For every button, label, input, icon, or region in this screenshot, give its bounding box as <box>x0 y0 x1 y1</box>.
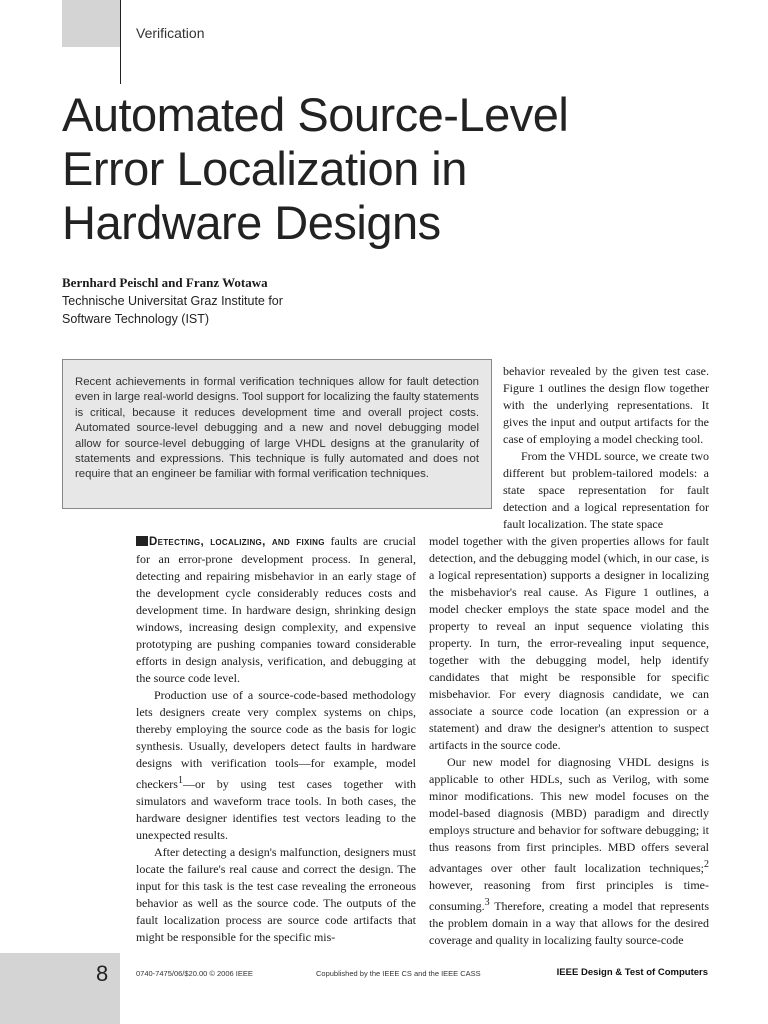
title-line: Hardware Designs <box>62 196 441 249</box>
footer-copublished: Copublished by the IEEE CS and the IEEE CASS <box>316 969 481 978</box>
paragraph-text: —or by using test cases together with simulators and waveform trace tools. In both cases, the hardware designer identifies test vectors leading to the unexpected results. <box>136 777 416 842</box>
affiliation-line: Software Technology (IST) <box>62 312 210 326</box>
column-left <box>136 533 416 946</box>
paragraph-text: Our new model for diagnosing VHDL designs is applicable to other HDLs, such as Verilog, with some minor modifications. This new model focuses on the model-based diagnosis (MBD) paradigm and directly employs structure and behavior for software debugging; it thus reasons from first principles. MBD offers several advantages over other fault localization techniques; <box>429 755 709 875</box>
citation: 3 <box>484 897 490 908</box>
footer-code: 0740-7475/06/$20.00 © 2006 IEEE <box>136 969 253 978</box>
paragraph: After detecting a design's malfunction, designers must locate the failure's real cause and correct the design. The input for this task is the test case revealing the erroneous behavior as well as the source code. The outputs of the fault localization process are source code artifacts that might be responsible for the specific mis- <box>136 845 416 944</box>
affiliation <box>62 292 283 328</box>
paragraph-text: however, reasoning from first principles is time-consuming. <box>429 878 709 913</box>
section-marker-icon <box>136 536 148 546</box>
section-label: Verification <box>136 25 205 41</box>
paragraph: From the VHDL source, we create two different but problem-tailored models: a state space representation for fault detection and a logical representation for fault localization. The state space <box>503 449 709 531</box>
paragraph-text: Therefore, creating a model that represents the problem domain in a way that allows for the desired coverage and quality in localizing faulty source-code <box>429 899 709 947</box>
citation: 2 <box>704 859 709 870</box>
title-line: Error Localization in <box>62 142 467 195</box>
column-right <box>429 533 709 949</box>
header-corner-block <box>62 0 120 47</box>
paragraph-text: Production use of a source-code-based methodology lets designers create very complex systems on chips, thereby employing the source code as the basis for logic synthesis. Usually, developers detect faults in hardware designs with verification tools—for example, model checkers <box>136 688 416 791</box>
abstract-box <box>62 359 492 509</box>
citation: 1 <box>177 775 183 786</box>
abstract-text: Recent achievements in formal verification techniques allow for fault detection even in large real-world designs. Tool support for localizing the faulty statements is critical, because it reduces development time and overall project costs. Automated source-level debugging and a new and novel debugging model allow for source-level debugging of large VHDL designs at the granularity of statements and expressions. This technique is fully automated and does not require that an engineer be familiar with formal verification techniques. <box>75 376 479 481</box>
column-right-top <box>503 363 709 533</box>
affiliation-line: Technische Universitat Graz Institute for <box>62 294 283 308</box>
header-rule <box>120 0 121 84</box>
page-number: 8 <box>96 961 109 986</box>
authors: Bernhard Peischl and Franz Wotawa <box>62 275 268 290</box>
paragraph <box>136 533 416 687</box>
paragraph: behavior revealed by the given test case. Figure 1 outlines the design flow together with the underlying representations. It gives the input and output artifacts for the case of employing a model checking tool. <box>503 364 709 446</box>
paragraph <box>136 687 416 844</box>
title-line: Automated Source-Level <box>62 88 569 141</box>
paragraph <box>429 754 709 949</box>
footer-journal: IEEE Design & Test of Computers <box>556 967 708 978</box>
paragraph-text: faults are crucial for an error-prone development process. In general, detecting and repairing misbehavior in an early stage of the development cycle considerably reduces costs and development time. In hardware design, shrinking design windows, increasing design complexity, and expensive prototyping are pushing companies toward considerable efforts in design analysis, verification, and debugging at the source code level. <box>136 534 416 685</box>
lead-in: Detecting, localizing, and fixing <box>149 536 325 548</box>
article-title <box>62 88 702 250</box>
paragraph: model together with the given properties allows for fault detection, and the debugging model (which, in our case, is a logical representation) supports a designer in localizing the misbehavior's real cause. As Figure 1 outlines, a model checker employs the state space model and the property to reveal an input sequence violating this property. In turn, the error-revealing input sequence, together with the debugging model, help identify candidates that might be responsible for specific misbehavior. For every diagnosis candidate, we can associate a source code location (an expression or a statement) and draw the designer's attention to suspect artifacts in the source code. <box>429 534 709 752</box>
